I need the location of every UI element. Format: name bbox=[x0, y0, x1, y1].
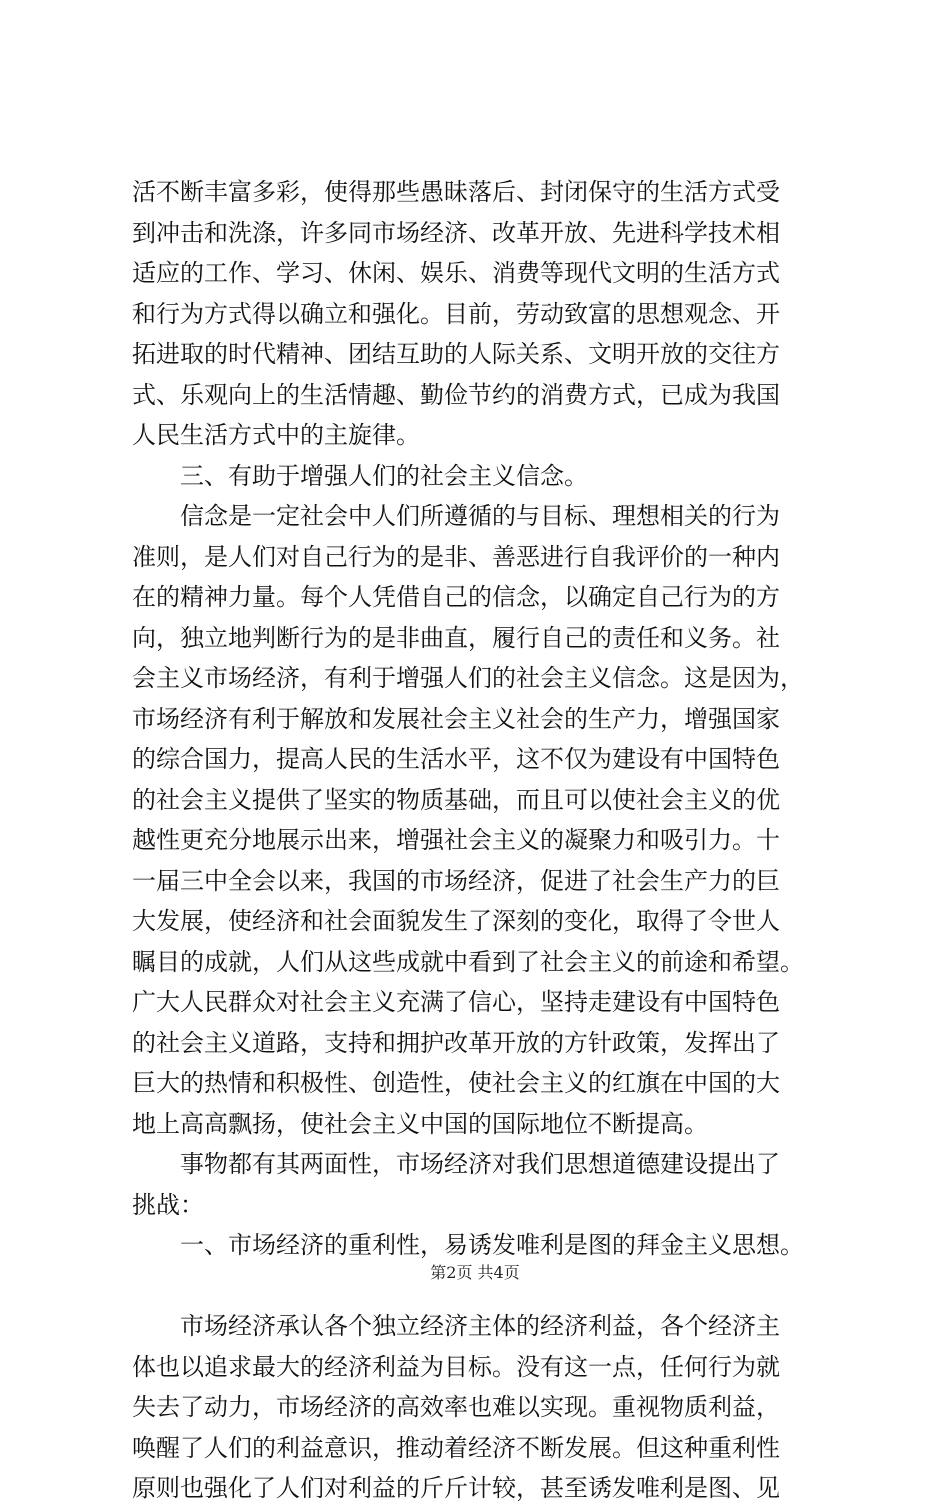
text-line: 市场经济有利于解放和发展社会主义社会的生产力，增强国家 bbox=[132, 704, 780, 733]
text-line: 大发展，使经济和社会面貌发生了深刻的变化，取得了令世人 bbox=[132, 907, 780, 935]
text-line: 拓进取的时代精神、团结互助的人际关系、文明开放的交往方 bbox=[132, 340, 780, 368]
text-line: 失去了动力，市场经济的高效率也难以实现。重视物质利益， bbox=[132, 1393, 780, 1421]
text-line: 广大人民群众对社会主义充满了信心，坚持走建设有中国特色 bbox=[132, 988, 780, 1016]
text-line: 瞩目的成就，人们从这些成就中看到了社会主义的前途和希望。 bbox=[132, 947, 804, 976]
text-line: 在的精神力量。每个人凭借自己的信念，以确定自己行为的方 bbox=[132, 583, 780, 611]
text-line: 体也以追求最大的经济利益为目标。没有这一点，任何行为就 bbox=[132, 1352, 780, 1381]
section-heading: 三、有助于增强人们的社会主义信念。 bbox=[180, 461, 588, 490]
text-line: 越性更充分地展示出来，增强社会主义的凝聚力和吸引力。十 bbox=[132, 826, 780, 854]
text-line: 会主义市场经济，有利于增强人们的社会主义信念。这是因为， bbox=[132, 664, 804, 692]
text-line: 市场经济承认各个独立经济主体的经济利益，各个经济主 bbox=[180, 1312, 780, 1340]
text-line: 适应的工作、学习、休闲、娱乐、消费等现代文明的生活方式 bbox=[132, 259, 780, 287]
text-line: 和行为方式得以确立和强化。目前，劳动致富的思想观念、开 bbox=[132, 299, 780, 328]
text-line: 信念是一定社会中人们所遵循的与目标、理想相关的行为 bbox=[180, 502, 780, 530]
text-line: 唤醒了人们的利益意识，推动着经济不断发展。但这种重利性 bbox=[132, 1433, 780, 1462]
text-line: 一届三中全会以来，我国的市场经济，促进了社会生产力的巨 bbox=[132, 866, 780, 895]
text-line: 准则，是人们对自己行为的是非、善恶进行自我评价的一种内 bbox=[132, 542, 780, 571]
text-line: 向，独立地判断行为的是非曲直，履行自己的责任和义务。社 bbox=[132, 623, 780, 652]
section-heading: 一、市场经济的重利性，易诱发唯利是图的拜金主义思想。 bbox=[180, 1231, 804, 1259]
text-line: 挑战： bbox=[132, 1190, 204, 1219]
text-line: 原则也强化了人们对利益的斤斤计较，甚至诱发唯利是图、见 bbox=[132, 1474, 780, 1502]
text-line: 到冲击和洗涤，许多同市场经济、改革开放、先进科学技术相 bbox=[132, 218, 780, 247]
text-line: 式、乐观向上的生活情趣、勤俭节约的消费方式，已成为我国 bbox=[132, 380, 780, 409]
text-line: 人民生活方式中的主旋律。 bbox=[132, 421, 420, 449]
text-line: 活不断丰富多彩，使得那些愚昧落后、封闭保守的生活方式受 bbox=[132, 178, 780, 206]
page-footer: 第2页 共4页 bbox=[430, 1263, 520, 1282]
text-line: 的社会主义提供了坚实的物质基础，而且可以使社会主义的优 bbox=[132, 785, 780, 814]
text-line: 事物都有其两面性，市场经济对我们思想道德建设提出了 bbox=[180, 1150, 780, 1178]
body-text bbox=[132, 172, 832, 1509]
text-line: 的社会主义道路，支持和拥护改革开放的方针政策，发挥出了 bbox=[132, 1028, 780, 1057]
text-line: 巨大的热情和积极性、创造性，使社会主义的红旗在中国的大 bbox=[132, 1069, 780, 1097]
text-line: 的综合国力，提高人民的生活水平，这不仅为建设有中国特色 bbox=[132, 745, 780, 773]
text-line: 地上高高飘扬，使社会主义中国的国际地位不断提高。 bbox=[132, 1109, 708, 1138]
